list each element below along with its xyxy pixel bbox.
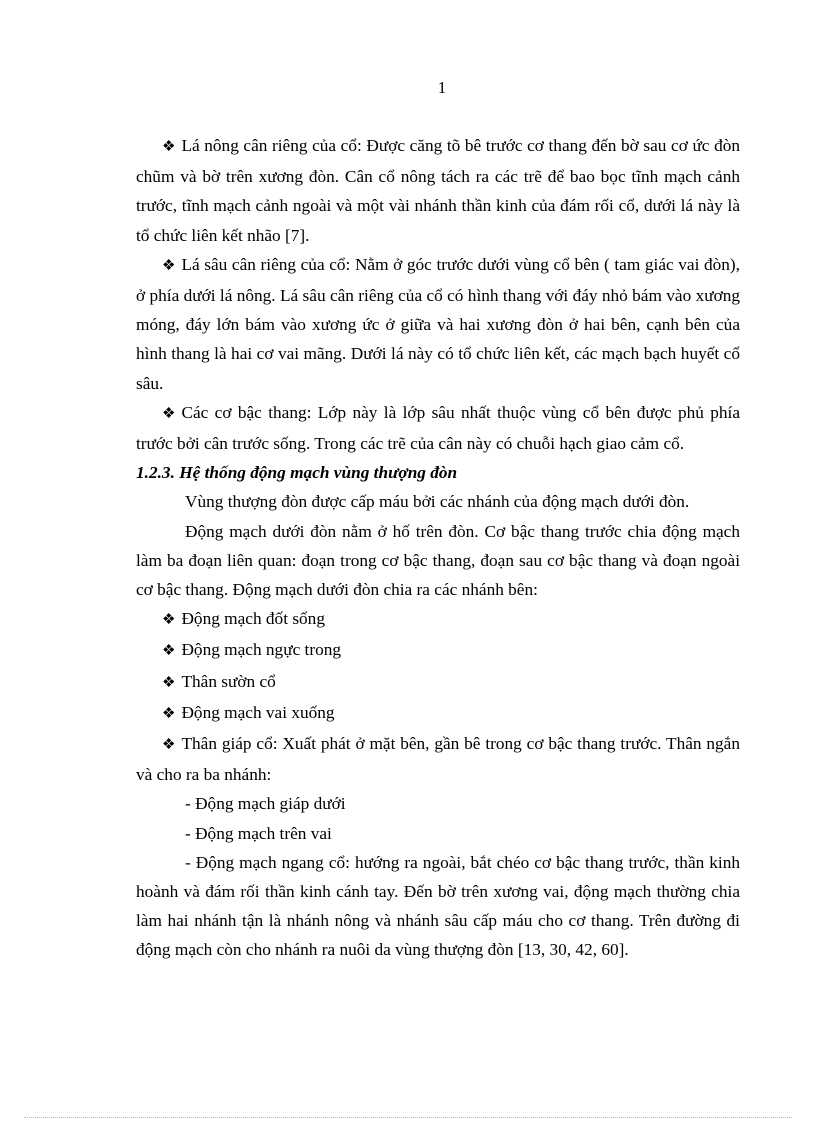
bullet-paragraph-superficial-layer	[136, 131, 740, 250]
page-number: 1	[437, 78, 447, 97]
list-item-text: Động mạch vai xuống	[181, 702, 335, 722]
paragraph-text: Lá nông cân riêng của cổ: Được căng tõ bê trước cơ thang đến bờ sau cơ ức đòn chũm và bờ trên xương đòn. Cân cổ nông tách ra các trẽ để bao bọc tĩnh mạch cảnh trước, tĩnh mạch cảnh ngoài và một vài nhánh thần kinh của đám rối cổ, dưới lá này là tổ chức liên kết nhão [7].	[136, 136, 740, 245]
diamond-bullet-icon: ❖	[162, 737, 176, 754]
paragraph-transverse-cervical: - Động mạch ngang cổ: hướng ra ngoài, bắt chéo cơ bậc thang trước, thần kinh hoành và đám rối thần kinh cánh tay. Đến bờ trên xương vai, động mạch thường chia làm hai nhánh tận là nhánh nông và nhánh sâu cấp máu cho cơ thang. Trên đường đi động mạch còn cho nhánh ra nuôi da vùng thượng đòn [13, 30, 42, 60].	[136, 852, 740, 960]
diamond-bullet-icon: ❖	[162, 139, 176, 155]
bullet-paragraph-scalene-muscles	[136, 398, 740, 458]
diamond-bullet-icon: ❖	[162, 705, 176, 722]
list-item	[136, 604, 740, 635]
bullet-paragraph-thyrocervical-trunk	[136, 729, 740, 789]
paragraph-text: Lá sâu cân riêng của cổ: Nằm ở góc trước dưới vùng cổ bên ( tam giác vai đòn), ở phía dưới lá nông. Lá sâu cân riêng của cổ có hình thang với đáy nhỏ bám vào xương móng, đáy lớn bám vào xương ức ở giữa và hai xương đòn ở hai bên, cạnh bên của hình thang là hai cơ vai mãng. Dưới lá này có tổ chức liên kết, các mạch bạch huyết cổ sâu.	[136, 254, 740, 393]
list-item-text: Động mạch ngực trong	[181, 640, 342, 660]
paragraph-text: Các cơ bậc thang: Lớp này là lớp sâu nhất thuộc vùng cổ bên được phủ phía trước bởi cân trước sống. Trong các trẽ của cân này có chuỗi hạch giao cảm cổ.	[136, 402, 740, 454]
diamond-bullet-icon: ❖	[162, 257, 176, 274]
diamond-bullet-icon: ❖	[162, 405, 176, 422]
diamond-bullet-icon: ❖	[162, 674, 176, 691]
dash-item-suprascapular: - Động mạch trên vai	[185, 823, 332, 843]
paragraph-subclavian-artery: Động mạch dưới đòn nằm ở hố trên đòn. Cơ bậc thang trước chia động mạch làm ba đoạn liên quan: đoạn trong cơ bậc thang, đoạn sau cơ bậc thang và đoạn ngoài cơ bậc thang. Động mạch dưới đòn chia ra các nhánh bên:	[136, 521, 740, 600]
list-item	[136, 667, 740, 698]
paragraph-text: Thân giáp cổ: Xuất phát ở mặt bên, gần bê trong cơ bậc thang trước. Thân ngắn và cho ra ba nhánh:	[136, 734, 740, 785]
list-item-text: Động mạch đốt sống	[181, 609, 325, 629]
list-item-text: Thân sườn cổ	[181, 671, 276, 691]
diamond-bullet-icon: ❖	[162, 612, 176, 629]
dash-item-inferior-thyroid: - Động mạch giáp dưới	[185, 794, 346, 814]
paragraph-blood-supply: Vùng thượng đòn được cấp máu bởi các nhánh của động mạch dưới đòn.	[185, 492, 690, 512]
page-content	[136, 131, 740, 965]
bullet-paragraph-deep-layer	[136, 250, 740, 398]
section-heading: 1.2.3. Hệ thống động mạch vùng thượng đòn	[136, 463, 458, 483]
footer-dotted-rule	[24, 1117, 792, 1118]
diamond-bullet-icon: ❖	[162, 643, 176, 660]
list-item	[136, 698, 740, 729]
list-item	[136, 635, 740, 666]
